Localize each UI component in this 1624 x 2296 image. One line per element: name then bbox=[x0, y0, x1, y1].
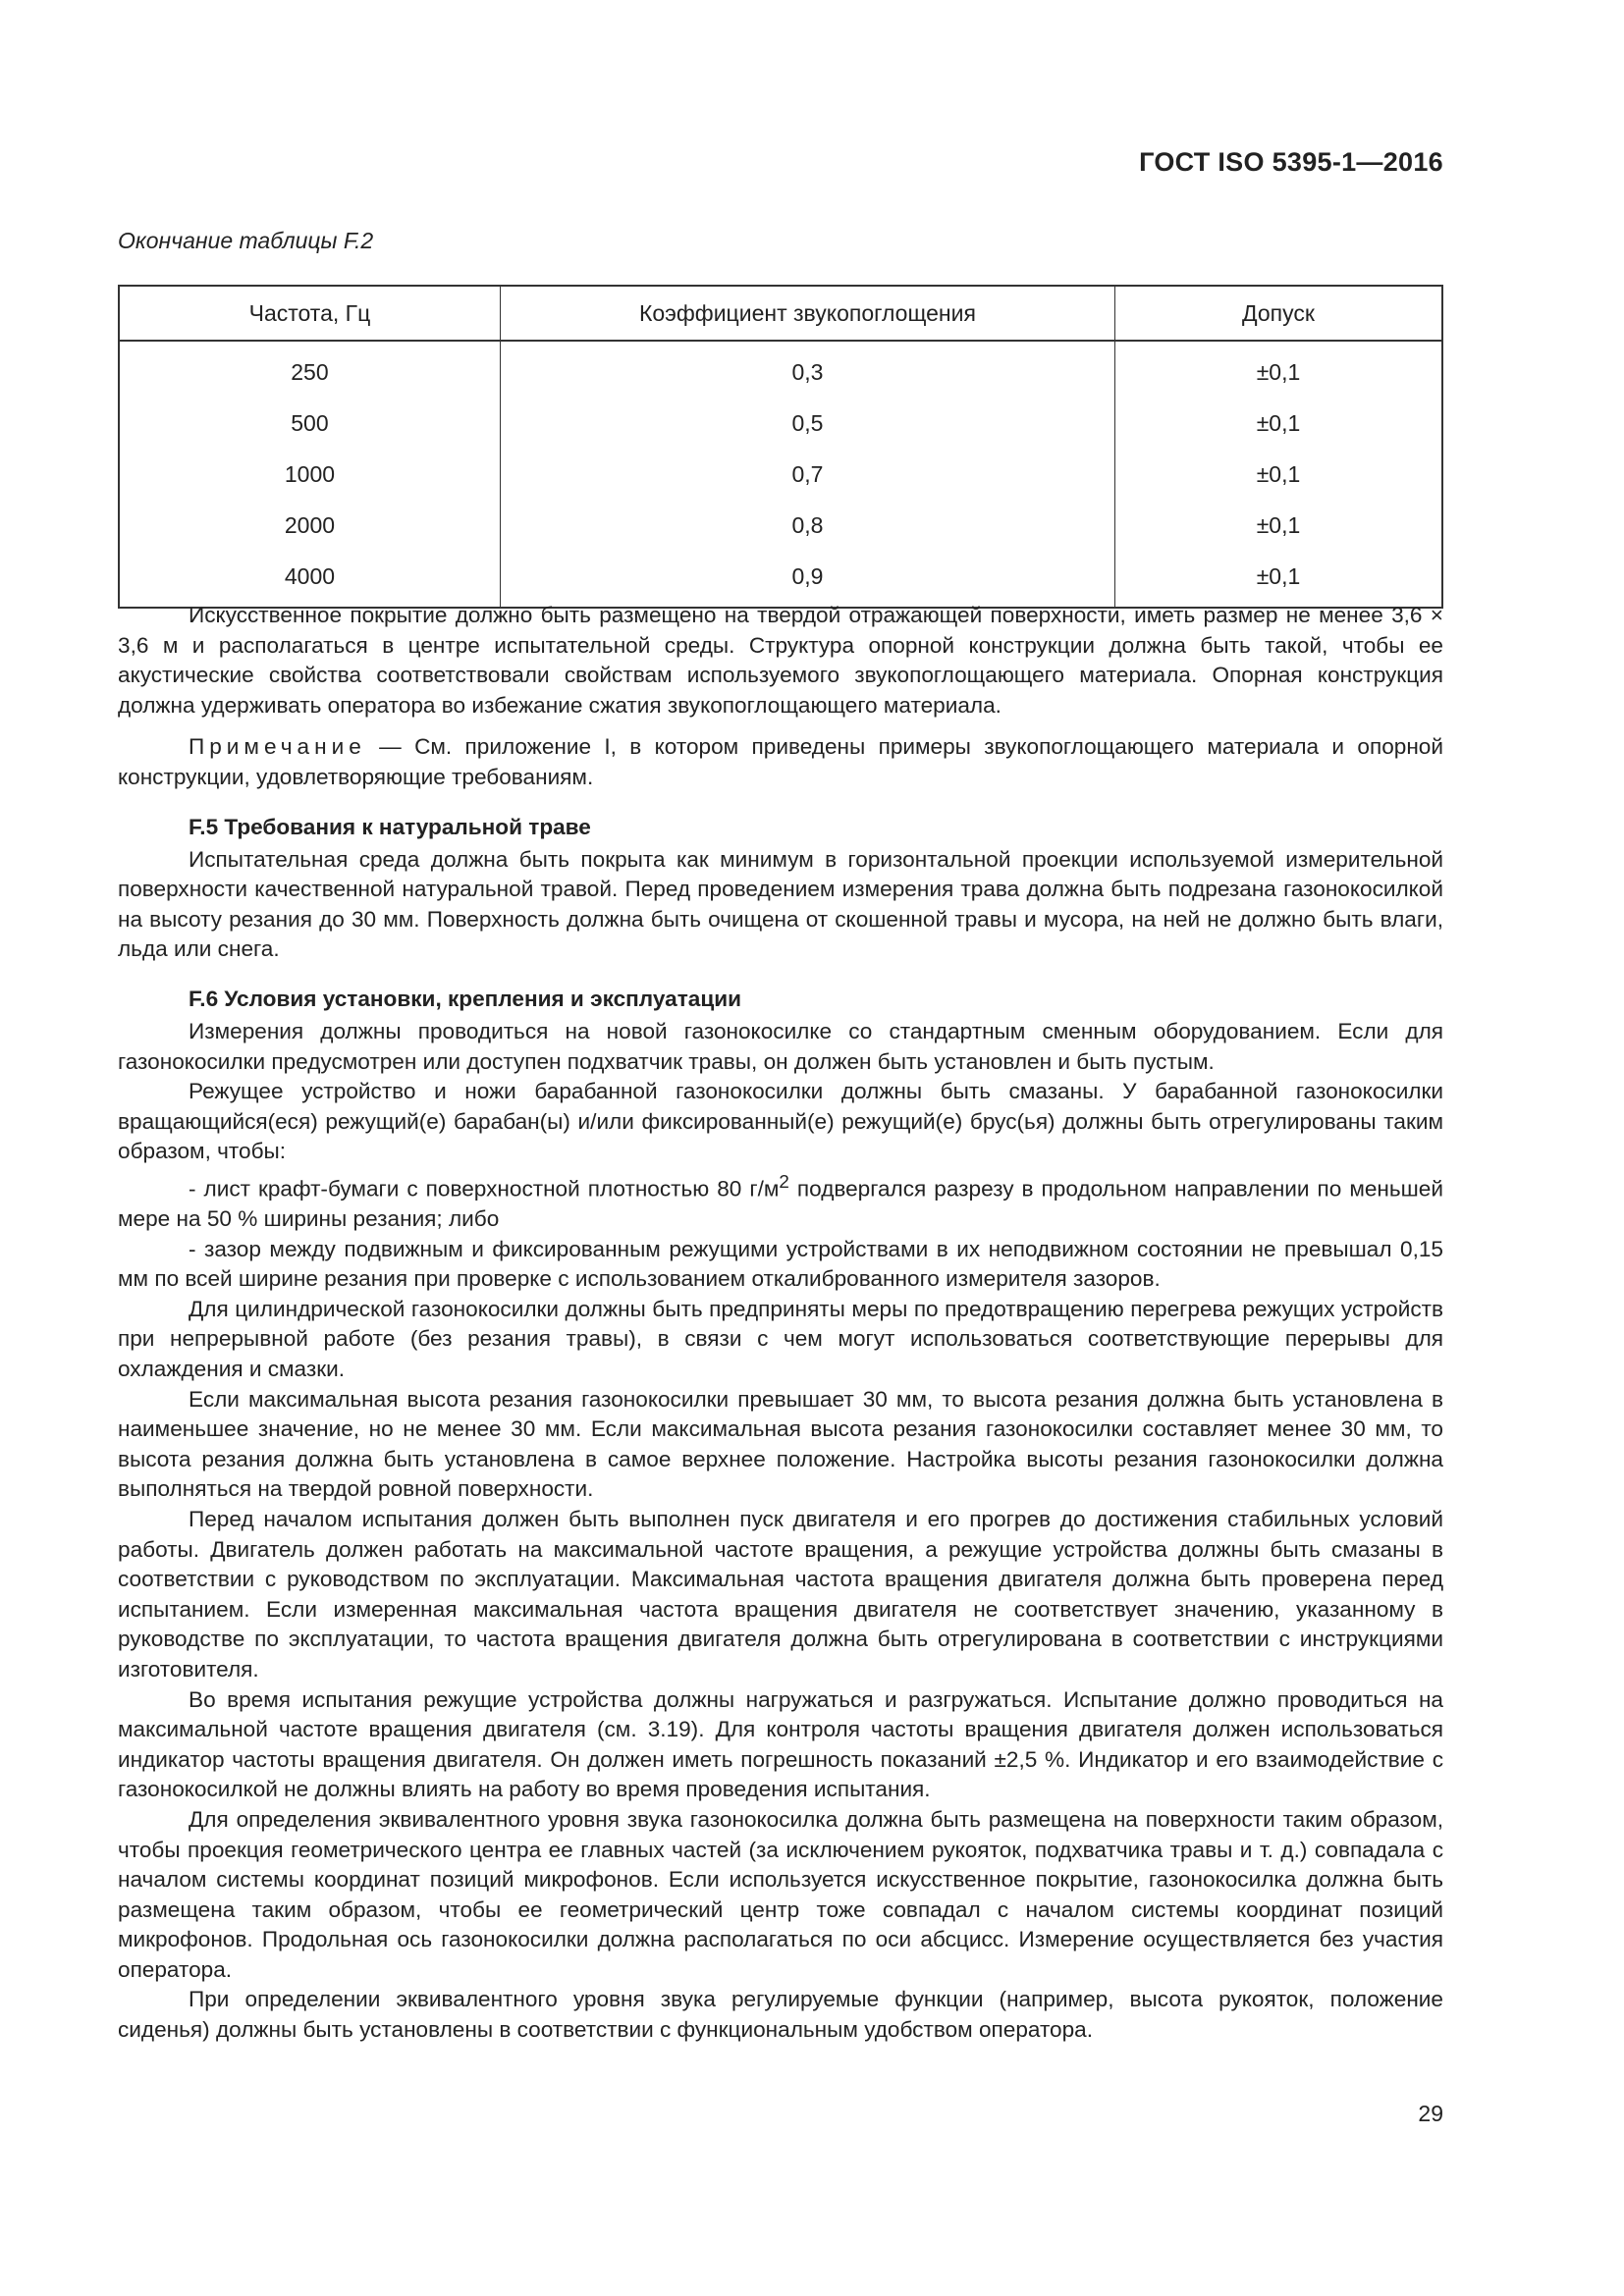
table-header-row bbox=[119, 286, 1442, 341]
list-item-gap: - зазор между подвижным и фиксированным режущими устройствами в их неподвижном состоянии не превышал 0,15 мм по всей ширине резания при проверке с использованием откалиброванного измерителя зазоров. bbox=[118, 1236, 1443, 1292]
paragraph-artificial-surface: Искусственное покрытие должно быть размещено на твердой отражающей поверхности, иметь размер не менее 3,6 × 3,6 м и располагаться в центре испытательной среды. Структура опорной конструкции должна быть такой, чтобы ее акустические свойства соответствовали свойствам используемого звукопоглощающего материала. Опорная конструкция должна удерживать оператора во избежание сжатия звукопоглощающего материала. bbox=[118, 603, 1443, 718]
section-f5-heading: F.5 Требования к натуральной траве bbox=[189, 814, 591, 839]
table-cell: 0,9 bbox=[500, 551, 1114, 608]
table-cell: 0,5 bbox=[500, 398, 1114, 449]
paragraph-f6-8: При определении эквивалентного уровня звука регулируемые функции (например, высота рукояток, положение сиденья) должны быть установлены в соответствии с функциональным удобством оператора. bbox=[118, 1987, 1443, 2043]
superscript: 2 bbox=[779, 1170, 789, 1192]
table-cell: 4000 bbox=[119, 551, 500, 608]
column-header-frequency: Частота, Гц bbox=[119, 286, 500, 341]
note-text: — См. приложение I, в котором приведены примеры звукопоглощающего материала и опорной конструкции, удовлетворяющие требованиям. bbox=[118, 734, 1443, 789]
table-cell: ±0,1 bbox=[1115, 398, 1443, 449]
table-row bbox=[119, 449, 1442, 500]
list-item-text: подвергался разрезу в продольном направлении по меньшей мере на 50 % ширины резания; либо bbox=[118, 1176, 1443, 1232]
table-cell: 1000 bbox=[119, 449, 500, 500]
table-cell: 2000 bbox=[119, 500, 500, 551]
table-cell: ±0,1 bbox=[1115, 551, 1443, 608]
paragraph-f6-6: Во время испытания режущие устройства должны нагружаться и разгружаться. Испытание должно проводиться на максимальной частоте вращения двигателя (см. 3.19). Для контроля частоты вращения двигателя должен использоваться индикатор частоты вращения двигателя. Он должен иметь погрешность показаний ±2,5 %. Индикатор и его взаимодействие с газонокосилкой не должны влиять на работу во время проведения испытания. bbox=[118, 1686, 1443, 1802]
table-cell: 500 bbox=[119, 398, 500, 449]
table-row bbox=[119, 551, 1442, 608]
table-cell: 0,3 bbox=[500, 341, 1114, 398]
paragraph-f6-7: Для определения эквивалентного уровня звука газонокосилка должна быть размещена на поверхности таким образом, чтобы проекция геометрического центра ее главных частей (за исключением рукояток, подхватчика травы и т. д.) совпадала с началом системы координат позиций микрофонов. Если используется искусственное покрытие, газонокосилка должна быть размещена таким образом, чтобы ее геометрический центр тоже совпадал с началом системы координат позиций микрофонов. Продольная ось газонокосилки должна располагаться по оси абсцисс. Измерение осуществляется без участия оператора. bbox=[118, 1806, 1443, 1982]
table-cell: ±0,1 bbox=[1115, 341, 1443, 398]
paragraph-f6-2: Режущее устройство и ножи барабанной газонокосилки должны быть смазаны. У барабанной газонокосилки вращающийся(еся) режущий(е) барабан(ы) и/или фиксированный(е) режущий(е) брус(ья) должны быть отрегулированы таким образом, чтобы: bbox=[118, 1079, 1443, 1164]
table-cell: ±0,1 bbox=[1115, 500, 1443, 551]
document-page bbox=[118, 0, 1443, 2296]
page-number: 29 bbox=[1418, 2101, 1443, 2126]
table-cell: 250 bbox=[119, 341, 500, 398]
document-id-header: ГОСТ ISO 5395-1—2016 bbox=[1139, 147, 1443, 177]
section-f6-heading: F.6 Условия установки, крепления и эксплуатации bbox=[189, 986, 741, 1011]
paragraph-f6-1: Измерения должны проводиться на новой газонокосилке со стандартным сменным оборудованием. Если для газонокосилки предусмотрен или доступен подхватчик травы, он должен быть установлен и быть пустым. bbox=[118, 1018, 1443, 1074]
table-caption: Окончание таблицы F.2 bbox=[118, 228, 374, 253]
list-item-kraft-paper bbox=[118, 1167, 1443, 1235]
list-item-text: - лист крафт-бумаги с поверхностной плотностью 80 г/м bbox=[189, 1176, 780, 1201]
paragraph-f6-3: Для цилиндрической газонокосилки должны быть предприняты меры по предотвращению перегрева режущих устройств при непрерывной работе (без резания травы), в связи с чем могут использоваться соответствующие перерывы для охлаждения и смазки. bbox=[118, 1296, 1443, 1381]
table-cell: 0,7 bbox=[500, 449, 1114, 500]
paragraph-f5-natural-grass: Испытательная среда должна быть покрыта как минимум в горизонтальной проекции используемой измерительной поверхности качественной натуральной травой. Перед проведением измерения трава должна быть подрезана газонокосилкой на высоту резания до 30 мм. Поверхность должна быть очищена от скошенной травы и мусора, на ней не должно быть влаги, льда или снега. bbox=[118, 846, 1443, 962]
paragraph-f6-4: Если максимальная высота резания газонокосилки превышает 30 мм, то высота резания должна быть установлена в наименьшее значение, но не менее 30 мм. Если максимальная высота резания газонокосилки составляет менее 30 мм, то высота резания должна быть установлена в самое верхнее положение. Настройка высоты резания газонокосилки должна выполняться на твердой ровной поверхности. bbox=[118, 1386, 1443, 1502]
absorption-table bbox=[118, 285, 1443, 609]
table-cell: 0,8 bbox=[500, 500, 1114, 551]
column-header-tolerance: Допуск bbox=[1115, 286, 1443, 341]
table-row bbox=[119, 341, 1442, 398]
table-cell: ±0,1 bbox=[1115, 449, 1443, 500]
paragraph-f6-5: Перед началом испытания должен быть выполнен пуск двигателя и его прогрев до достижения стабильных условий работы. Двигатель должен работать на максимальной частоте вращения, а режущие устройства должны быть смазаны в соответствии с руководством по эксплуатации. Максимальная частота вращения двигателя должна быть проверена перед испытанием. Если измеренная максимальная частота вращения двигателя не соответствует значению, указанному в руководстве по эксплуатации, то частота вращения двигателя должна быть отрегулирована в соответствии с инструкциями изготовителя. bbox=[118, 1506, 1443, 1682]
note-paragraph bbox=[118, 732, 1443, 792]
note-label: Примечание bbox=[189, 734, 366, 760]
column-header-coefficient: Коэффициент звукопоглощения bbox=[500, 286, 1114, 341]
table-row bbox=[119, 500, 1442, 551]
table-row bbox=[119, 398, 1442, 449]
body-text bbox=[118, 601, 1443, 2046]
